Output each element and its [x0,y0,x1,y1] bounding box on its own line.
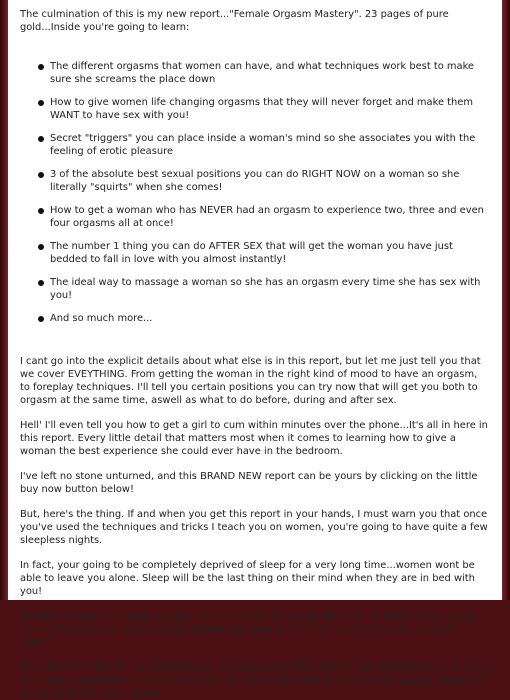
sales-letter [8,0,502,700]
list-item-text: The different orgasms that women can have, and what techniques work best to make sure she screams the place down [50,61,475,85]
list-item-text: Secret "triggers" you can place inside a woman's mind so she associates you with the feeling of erotic pleasure [50,133,476,157]
bullet-icon [38,136,44,142]
intro-paragraph: The culmination of this is my new report..."Female Orgasm Mastery". 23 pages of pure gold...Inside you're going to learn: [20,9,449,33]
list-item [38,312,488,325]
list-item [38,204,488,230]
page-frame-right [502,0,510,600]
bullet-icon [38,172,44,178]
list-item-text: 3 of the absolute best sexual positions you can do RIGHT NOW on a woman so she literally "squirts" when she comes! [50,169,460,193]
list-item [38,240,488,266]
bullet-icon [38,64,44,70]
bullet-icon [38,208,44,214]
feature-list [20,60,488,325]
list-item [38,60,488,86]
body-paragraph: I cant go into the explicit details about what else is in this report, but let me just tell you that we cover EVEYTHING. From getting the woman in the right kind of mood to have an orgasm, to foreplay techniques. I'll tell you certain positions you can try now that will get you both to orgasm at the same time, aswell as what to do before, during and after sex. [20,356,481,406]
list-item-text: The number 1 thing you can do AFTER SEX that will get the woman you have just bedded to fall in love with you almost instantly! [50,241,453,265]
body-paragraph: In fact, your going to be completely deprived of sleep for a very long time...women wont be able to leave you alone. Sleep will be the last thing on their mind when they are in bed with you! [20,560,475,597]
page-content-area[interactable] [8,0,502,699]
list-item [38,168,488,194]
list-item [38,276,488,302]
body-paragraph: I've left no stone unturned, and this BRAND NEW report can be yours by clicking on the little buy now button below! [20,471,478,495]
page-frame-left [0,0,8,600]
list-item-text: How to give women life changing orgasms that they will never forget and make them WANT to have sex with you! [50,97,473,121]
body-paragraph: So, with that said, it's now down to you. Do you want to be part of a small group of ELITE guys who really know how to please a woman. Do you really want to be a female orgasm master? If so, go grab this report today. [20,662,488,699]
bullet-icon [38,280,44,286]
bullet-icon [38,100,44,106]
body-paragraph: Hell' I'll even tell you how to get a girl to cum within minutes over the phone...It's all in here in this report. Every little detail that matters most when it comes to learning how to give a woman the best experience she could ever have in the bedroom. [20,420,488,457]
list-item [38,132,488,158]
bullet-icon [38,316,44,322]
list-item-text: And so much more... [50,313,153,324]
list-item [38,96,488,122]
bullet-icon [38,244,44,250]
list-item-text: How to get a woman who has NEVER had an orgasm to experience two, three and even four orgasms all at once! [50,205,484,229]
body-paragraph: Another thing I must warn you about is that if you are easily offended by what i have to say about the other sex, or if you are offended by rude words, then please DO NOT buy this report. [20,611,475,648]
body-paragraph: But, here's the thing. If and when you get this report in your hands, I must warn you that once you've used the techniques and tricks I teach you on women, you're going to have quite a few sleepless nights. [20,509,488,546]
list-item-text: The ideal way to massage a woman so she has an orgasm every time she has sex with you! [50,277,481,301]
